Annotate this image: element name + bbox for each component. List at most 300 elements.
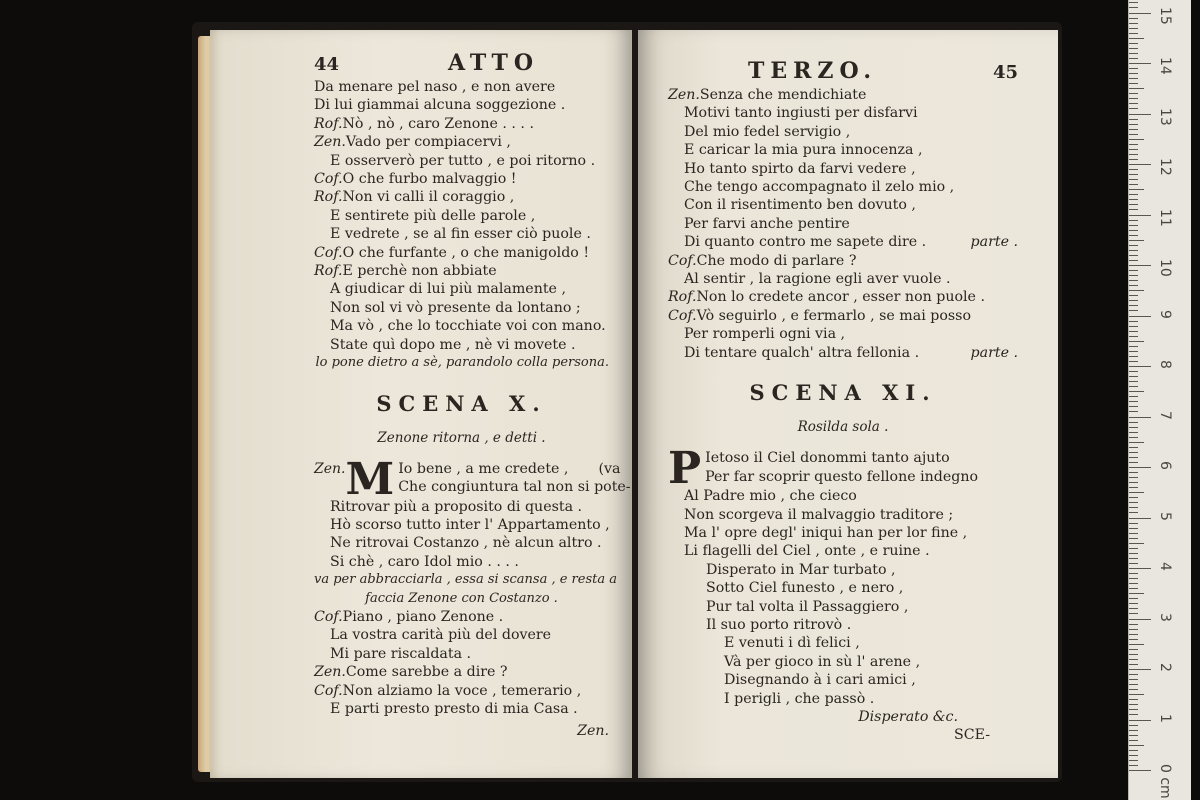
ruler-tick xyxy=(1129,603,1138,604)
ruler-tick xyxy=(1129,477,1138,478)
verse-text: I perigli , che passò . xyxy=(724,690,875,707)
right-header-title: TERZO. xyxy=(748,58,878,84)
verse-text: Piano , piano Zenone . xyxy=(342,608,504,625)
ruler-tick xyxy=(1129,316,1151,317)
ruler-tick xyxy=(1129,422,1138,423)
ruler-tick xyxy=(1129,13,1151,14)
right-verse-block-bottom xyxy=(668,487,1018,708)
ruler-tick xyxy=(1129,179,1138,180)
ruler-tick xyxy=(1129,215,1151,216)
ruler-tick xyxy=(1129,391,1144,392)
verse-line xyxy=(668,506,1018,524)
verse-text: Non lo credete ancor , esser non puole . xyxy=(696,289,985,306)
ruler-tick xyxy=(1129,720,1151,721)
verse-line xyxy=(668,233,1018,251)
ruler-tick xyxy=(1129,144,1138,145)
ruler-tick xyxy=(1129,684,1138,685)
verse-line xyxy=(668,344,1018,362)
ruler-tick xyxy=(1129,159,1138,160)
verse-text: Nò , nò , caro Zenone . . . . xyxy=(342,115,534,132)
ruler-tick xyxy=(1129,417,1151,418)
left-verse-block-bottom xyxy=(314,608,609,718)
ruler-tick xyxy=(1129,523,1138,524)
ruler-tick xyxy=(1129,533,1138,534)
verse-line xyxy=(668,561,1018,579)
verse-line xyxy=(668,160,1018,178)
ruler-tick xyxy=(1129,331,1138,332)
speaker-label: Cof. xyxy=(314,682,343,699)
ruler-tick xyxy=(1129,129,1138,130)
verse-line xyxy=(668,178,1018,196)
scene-subtitle: Rosilda sola . xyxy=(797,419,889,436)
verse-text: Di lui giammai alcuna soggezione . xyxy=(314,97,566,114)
ruler-tick xyxy=(1129,568,1151,569)
verse-text: Và per gioco in sù l' arene , xyxy=(724,653,921,670)
speaker-label: Rof. xyxy=(314,263,343,280)
verse-text: Pur tal volta il Passaggiero , xyxy=(706,598,909,615)
verse-line xyxy=(314,700,609,718)
ruler-tick xyxy=(1129,765,1138,766)
verse-line xyxy=(668,616,1018,634)
ruler-number: 8 xyxy=(1157,360,1173,369)
ruler-tick xyxy=(1129,563,1138,564)
verse-line xyxy=(668,288,1018,306)
verse-line xyxy=(668,104,1018,122)
ruler-tick xyxy=(1129,174,1138,175)
verse-text: Senza che mendichiate xyxy=(699,87,867,103)
verse-text: Che modo di parlare ? xyxy=(696,252,857,269)
ruler-tick xyxy=(1129,674,1138,675)
stage-direction: faccia Zenone con Costanzo . xyxy=(365,590,558,606)
ruler-tick xyxy=(1129,371,1138,372)
ruler-tick xyxy=(1129,199,1138,200)
verse-text: O che furbo malvaggio ! xyxy=(342,171,517,188)
verse-line xyxy=(314,299,609,317)
verse-line xyxy=(668,542,1018,560)
left-verse-block-top xyxy=(314,78,609,354)
ruler-tick xyxy=(1129,512,1138,513)
ruler-number: 4 xyxy=(1157,562,1173,571)
verse-line xyxy=(668,252,1018,270)
verse-text: Sotto Ciel funesto , e nero , xyxy=(706,580,904,597)
ruler-number: 9 xyxy=(1157,309,1173,319)
speaker-label: Rof. xyxy=(668,289,697,306)
ruler-tick xyxy=(1129,730,1138,731)
right-verse-block-top xyxy=(668,86,1018,362)
verse-text: Ho tanto spirto da farvi vedere , xyxy=(684,160,916,177)
ruler-tick xyxy=(1129,406,1138,407)
verse-text: Vado per compiacervi , xyxy=(345,134,511,151)
ruler-tick xyxy=(1129,108,1138,109)
speaker-label: Zen. xyxy=(668,87,700,103)
ruler-tick xyxy=(1129,103,1138,104)
verse-line: Che congiuntura tal non si pote- xyxy=(398,478,631,495)
ruler-tick xyxy=(1129,33,1138,34)
verse-text: A giudicar di lui più malamente , xyxy=(330,281,566,298)
ruler-tick xyxy=(1129,634,1138,635)
ruler-tick xyxy=(1129,482,1138,483)
ruler-tick xyxy=(1129,235,1138,236)
verse-text: Per farvi anche pentire xyxy=(684,215,850,232)
ruler-tick xyxy=(1129,220,1138,221)
verse-line xyxy=(314,626,609,644)
ruler-tick xyxy=(1129,68,1138,69)
ruler-number: 5 xyxy=(1157,511,1173,521)
ruler-tick xyxy=(1129,593,1144,594)
ruler-tick xyxy=(1129,321,1138,322)
verse-text: E venuti i dì felici , xyxy=(724,635,860,652)
ruler-tick xyxy=(1129,48,1138,49)
ruler-tick xyxy=(1129,487,1138,488)
ruler-tick xyxy=(1129,245,1138,246)
verse-text: E sentirete più delle parole , xyxy=(330,207,536,224)
ruler-tick xyxy=(1129,583,1138,584)
ruler-tick xyxy=(1129,553,1138,554)
verse-line xyxy=(668,215,1018,233)
exit-direction: parte . xyxy=(970,344,1018,361)
ruler-tick xyxy=(1129,558,1138,559)
ruler-tick xyxy=(1129,401,1138,402)
right-running-head xyxy=(668,58,1018,84)
ruler-tick xyxy=(1129,260,1138,261)
ruler-tick xyxy=(1129,149,1138,150)
ruler-tick xyxy=(1129,366,1151,367)
verse-line xyxy=(668,196,1018,214)
verse-line: Per far scoprir questo fellone indegno xyxy=(705,468,979,485)
ruler-tick xyxy=(1129,346,1138,347)
verse-line xyxy=(314,682,609,700)
verse-text: Del mio fedel servigio , xyxy=(684,123,851,140)
ruler-tick xyxy=(1129,442,1144,443)
measurement-ruler xyxy=(1128,0,1191,800)
verse-line xyxy=(668,653,1018,671)
ruler-tick xyxy=(1129,654,1138,655)
ruler-tick xyxy=(1129,457,1138,458)
ruler-tick xyxy=(1129,679,1138,680)
ruler-tick xyxy=(1129,58,1138,59)
ruler-tick xyxy=(1129,619,1151,620)
ruler-tick xyxy=(1129,396,1138,397)
verse-text: Ritrovar più a proposito di questa . xyxy=(330,498,583,515)
ruler-tick xyxy=(1129,538,1138,539)
ruler-tick xyxy=(1129,300,1138,301)
ruler-tick xyxy=(1129,528,1138,529)
ruler-tick xyxy=(1129,265,1151,266)
ruler-tick xyxy=(1129,543,1144,544)
verse-line xyxy=(314,115,609,133)
verse-text: Come sarebbe a dire ? xyxy=(345,664,508,681)
ruler-tick xyxy=(1129,709,1138,710)
ruler-tick xyxy=(1129,750,1138,751)
right-page-number: 45 xyxy=(992,62,1018,83)
verse-text: Non alziamo la voce , temerario , xyxy=(342,682,582,699)
ruler-tick xyxy=(1129,184,1138,185)
speaker-label: Zen. xyxy=(314,664,346,681)
verse-line xyxy=(314,244,609,262)
verse-line xyxy=(668,270,1018,288)
ruler-tick xyxy=(1129,78,1138,79)
verse-text: E parti presto presto di mia Casa . xyxy=(330,700,578,717)
ruler-tick xyxy=(1129,714,1138,715)
left-header-title: ATTO xyxy=(448,50,539,76)
ruler-tick xyxy=(1129,119,1138,120)
ruler-tick xyxy=(1129,624,1138,625)
ruler-tick xyxy=(1129,38,1144,39)
ruler-tick xyxy=(1129,492,1144,493)
ruler-tick xyxy=(1129,689,1138,690)
speaker-label: Cof. xyxy=(314,171,343,188)
speaker-label: Zen. xyxy=(314,134,346,151)
ruler-tick xyxy=(1129,280,1138,281)
ruler-number: 7 xyxy=(1157,410,1173,420)
ruler-tick xyxy=(1129,386,1138,387)
ruler-tick xyxy=(1129,290,1144,291)
ruler-number: 2 xyxy=(1157,663,1173,672)
ruler-number: 3 xyxy=(1157,612,1173,622)
verse-line xyxy=(668,123,1018,141)
verse-line xyxy=(314,170,609,188)
speaker-label: Cof. xyxy=(668,252,697,269)
scene-title: SCENA X. xyxy=(376,390,547,416)
ruler-tick xyxy=(1129,209,1138,210)
verse-text: E caricar la mia pura innocenza , xyxy=(684,142,923,159)
ruler-tick xyxy=(1129,356,1138,357)
ruler-number: 15 xyxy=(1157,6,1173,25)
verse-text: Di tentare qualch' altra fellonia . xyxy=(684,344,920,361)
ruler-tick xyxy=(1129,114,1151,115)
verse-line xyxy=(314,336,609,354)
speaker-label: Rof. xyxy=(314,189,343,206)
ruler-tick xyxy=(1129,43,1138,44)
ruler-tick xyxy=(1129,169,1138,170)
verse-text: Non vi calli il coraggio , xyxy=(342,189,515,206)
open-book xyxy=(192,22,1062,782)
verse-line xyxy=(668,487,1018,505)
ruler-tick xyxy=(1129,608,1138,609)
ruler-tick xyxy=(1129,139,1144,140)
ruler-tick xyxy=(1129,83,1138,84)
verse-line xyxy=(668,598,1018,616)
verse-line xyxy=(668,690,1018,708)
ruler-tick xyxy=(1129,381,1138,382)
verse-text: Disperato in Mar turbato , xyxy=(706,561,896,578)
ruler-number: 10 xyxy=(1157,259,1173,277)
verse-line xyxy=(314,207,609,225)
ruler-tick xyxy=(1129,699,1138,700)
ruler-tick xyxy=(1129,351,1138,352)
ruler-tick xyxy=(1129,7,1138,8)
right-page xyxy=(638,30,1058,778)
ruler-tick xyxy=(1129,745,1144,746)
ruler-number: 14 xyxy=(1157,57,1173,75)
verse-line xyxy=(314,317,609,335)
verse-text: Motivi tanto ingiusti per disfarvi xyxy=(684,105,918,122)
ruler-tick xyxy=(1129,255,1138,256)
verse-line xyxy=(314,225,609,243)
ruler-tick xyxy=(1129,462,1138,463)
dropcap-paragraph xyxy=(314,453,631,505)
ruler-tick xyxy=(1129,53,1138,54)
ruler-tick xyxy=(1129,725,1138,726)
ruler-tick xyxy=(1129,497,1138,498)
ruler-tick xyxy=(1129,285,1138,286)
ruler-tick xyxy=(1129,270,1138,271)
ruler-tick xyxy=(1129,735,1138,736)
ruler-tick xyxy=(1129,2,1138,3)
verse-line xyxy=(668,307,1018,325)
verse-line xyxy=(314,663,609,681)
verse-text: Che tengo accompagnato il zelo mio , xyxy=(684,179,955,196)
ruler-tick xyxy=(1129,629,1138,630)
verse-line xyxy=(314,645,609,663)
verse-line xyxy=(314,78,609,96)
verse-text: Si chè , caro Idol mio . . . . xyxy=(330,553,519,570)
verse-line xyxy=(668,579,1018,597)
ruler-tick xyxy=(1129,447,1138,448)
ruler-tick xyxy=(1129,432,1138,433)
left-page xyxy=(210,30,632,778)
catchword: SCE- xyxy=(954,727,990,744)
verse-text: Ma l' opre degl' iniqui han per lor fine , xyxy=(684,524,968,541)
ruler-number: 13 xyxy=(1157,107,1173,126)
verse-line xyxy=(314,262,609,280)
ruler-tick xyxy=(1129,644,1144,645)
verse-text: La vostra carità più del dovere xyxy=(330,627,552,644)
verse-text: Al Padre mio , che cieco xyxy=(684,488,857,505)
verse-line xyxy=(314,280,609,298)
verse-line xyxy=(314,188,609,206)
ruler-tick xyxy=(1129,189,1144,190)
ruler-tick xyxy=(1129,573,1138,574)
verse-line xyxy=(668,86,1018,104)
verse-text: Li flagelli del Ciel , onte , e ruine . xyxy=(684,543,930,560)
verse-line xyxy=(314,152,609,170)
dropcap-paragraph xyxy=(668,443,1018,495)
ruler-tick xyxy=(1129,23,1138,24)
verse-text: O che furfante , o che manigoldo ! xyxy=(342,244,590,261)
ruler-tick xyxy=(1129,93,1138,94)
ruler-tick xyxy=(1129,194,1138,195)
verse-text: E vedrete , se al fin esser ciò puole . xyxy=(330,226,591,243)
speaker-label: Rof. xyxy=(314,115,343,132)
verse-text: Al sentir , la ragione egli aver vuole . xyxy=(684,271,951,288)
ruler-tick xyxy=(1129,361,1138,362)
ruler-tick xyxy=(1129,578,1138,579)
verse-text: E osserverò per tutto , e poi ritorno . xyxy=(330,152,596,169)
speaker-label: Cof. xyxy=(668,307,697,324)
verse-line xyxy=(668,141,1018,159)
ruler-tick xyxy=(1129,225,1138,226)
stage-direction: va per abbracciarla , essa si scansa , e resta a xyxy=(314,572,617,588)
verse-line: Ietoso il Ciel donommi tanto ajuto xyxy=(705,450,950,467)
ruler-tick xyxy=(1129,755,1138,756)
verse-text: Ma vò , che lo tocchiate voi con mano. xyxy=(330,318,606,335)
ruler-tick xyxy=(1129,452,1138,453)
verse-text: Il suo porto ritrovò . xyxy=(706,616,852,633)
verse-line: Io bene , a me credete , (va xyxy=(398,460,621,477)
verse-line xyxy=(314,608,609,626)
ruler-tick xyxy=(1129,437,1138,438)
ruler-tick xyxy=(1129,518,1151,519)
stage-direction: lo pone dietro a sè, parandolo colla persona. xyxy=(315,355,609,371)
ruler-tick xyxy=(1129,164,1151,165)
drop-capital: P xyxy=(668,443,702,495)
verse-line xyxy=(668,671,1018,689)
verse-text: Disegnando à i cari amici , xyxy=(724,672,916,689)
ruler-tick xyxy=(1129,649,1138,650)
left-page-number: 44 xyxy=(314,54,340,75)
ruler-tick xyxy=(1129,613,1138,614)
verse-line xyxy=(314,553,609,571)
verse-text: Hò scorso tutto inter l' Appartamento , xyxy=(330,516,610,533)
verse-line xyxy=(668,634,1018,652)
speaker-label: Cof. xyxy=(314,244,343,261)
verse-text: Con il risentimento ben dovuto , xyxy=(684,197,916,214)
ruler-tick xyxy=(1129,18,1138,19)
ruler-tick xyxy=(1129,411,1138,412)
verse-text: Non scorgeva il malvaggio traditore ; xyxy=(684,506,954,523)
ruler-tick xyxy=(1129,124,1138,125)
ruler-tick xyxy=(1129,240,1144,241)
speaker-label: Cof. xyxy=(314,608,343,625)
ruler-number: 12 xyxy=(1157,158,1173,176)
verse-text: Non sol vi vò presente da lontano ; xyxy=(330,299,581,316)
ruler-tick xyxy=(1129,88,1144,89)
ruler-tick xyxy=(1129,770,1151,771)
catchword: Zen. xyxy=(577,723,609,740)
verse-line xyxy=(314,96,609,114)
ruler-tick xyxy=(1129,295,1138,296)
ruler-tick xyxy=(1129,230,1138,231)
ruler-number: 6 xyxy=(1157,461,1173,470)
ruler-tick xyxy=(1129,467,1151,468)
ruler-tick xyxy=(1129,588,1138,589)
speaker-label: Zen. xyxy=(314,460,346,477)
verse-text: Vò seguirlo , e fermarlo , se mai posso xyxy=(696,307,971,324)
closing-line: Disperato &c. xyxy=(858,708,958,725)
verse-text: Da menare pel naso , e non avere xyxy=(314,79,556,95)
ruler-tick xyxy=(1129,73,1138,74)
ruler-tick xyxy=(1129,204,1138,205)
verse-line xyxy=(314,516,609,534)
verse-text: E perchè non abbiate xyxy=(342,263,497,280)
ruler-tick xyxy=(1129,305,1138,306)
left-running-head xyxy=(314,50,609,76)
ruler-tick xyxy=(1129,669,1151,670)
verse-line xyxy=(668,325,1018,343)
ruler-tick xyxy=(1129,341,1144,342)
ruler-tick xyxy=(1129,326,1138,327)
drop-capital: M xyxy=(345,453,395,505)
verse-line xyxy=(314,534,609,552)
ruler-number: 11 xyxy=(1157,208,1173,227)
ruler-tick xyxy=(1129,548,1138,549)
ruler-tick xyxy=(1129,694,1144,695)
ruler-tick xyxy=(1129,28,1138,29)
ruler-tick xyxy=(1129,154,1138,155)
ruler-tick xyxy=(1129,740,1138,741)
verse-text: Ne ritrovai Costanzo , nè alcun altro . xyxy=(330,535,602,552)
ruler-tick xyxy=(1129,659,1138,660)
left-verse-block-mid xyxy=(314,498,609,572)
ruler-tick xyxy=(1129,310,1138,311)
scene-subtitle: Zenone ritorna , e detti . xyxy=(377,429,546,446)
ruler-tick xyxy=(1129,598,1138,599)
ruler-tick xyxy=(1129,250,1138,251)
ruler-tick xyxy=(1129,98,1138,99)
verse-text: Di quanto contro me sapete dire . xyxy=(684,234,927,251)
ruler-tick xyxy=(1129,63,1151,64)
